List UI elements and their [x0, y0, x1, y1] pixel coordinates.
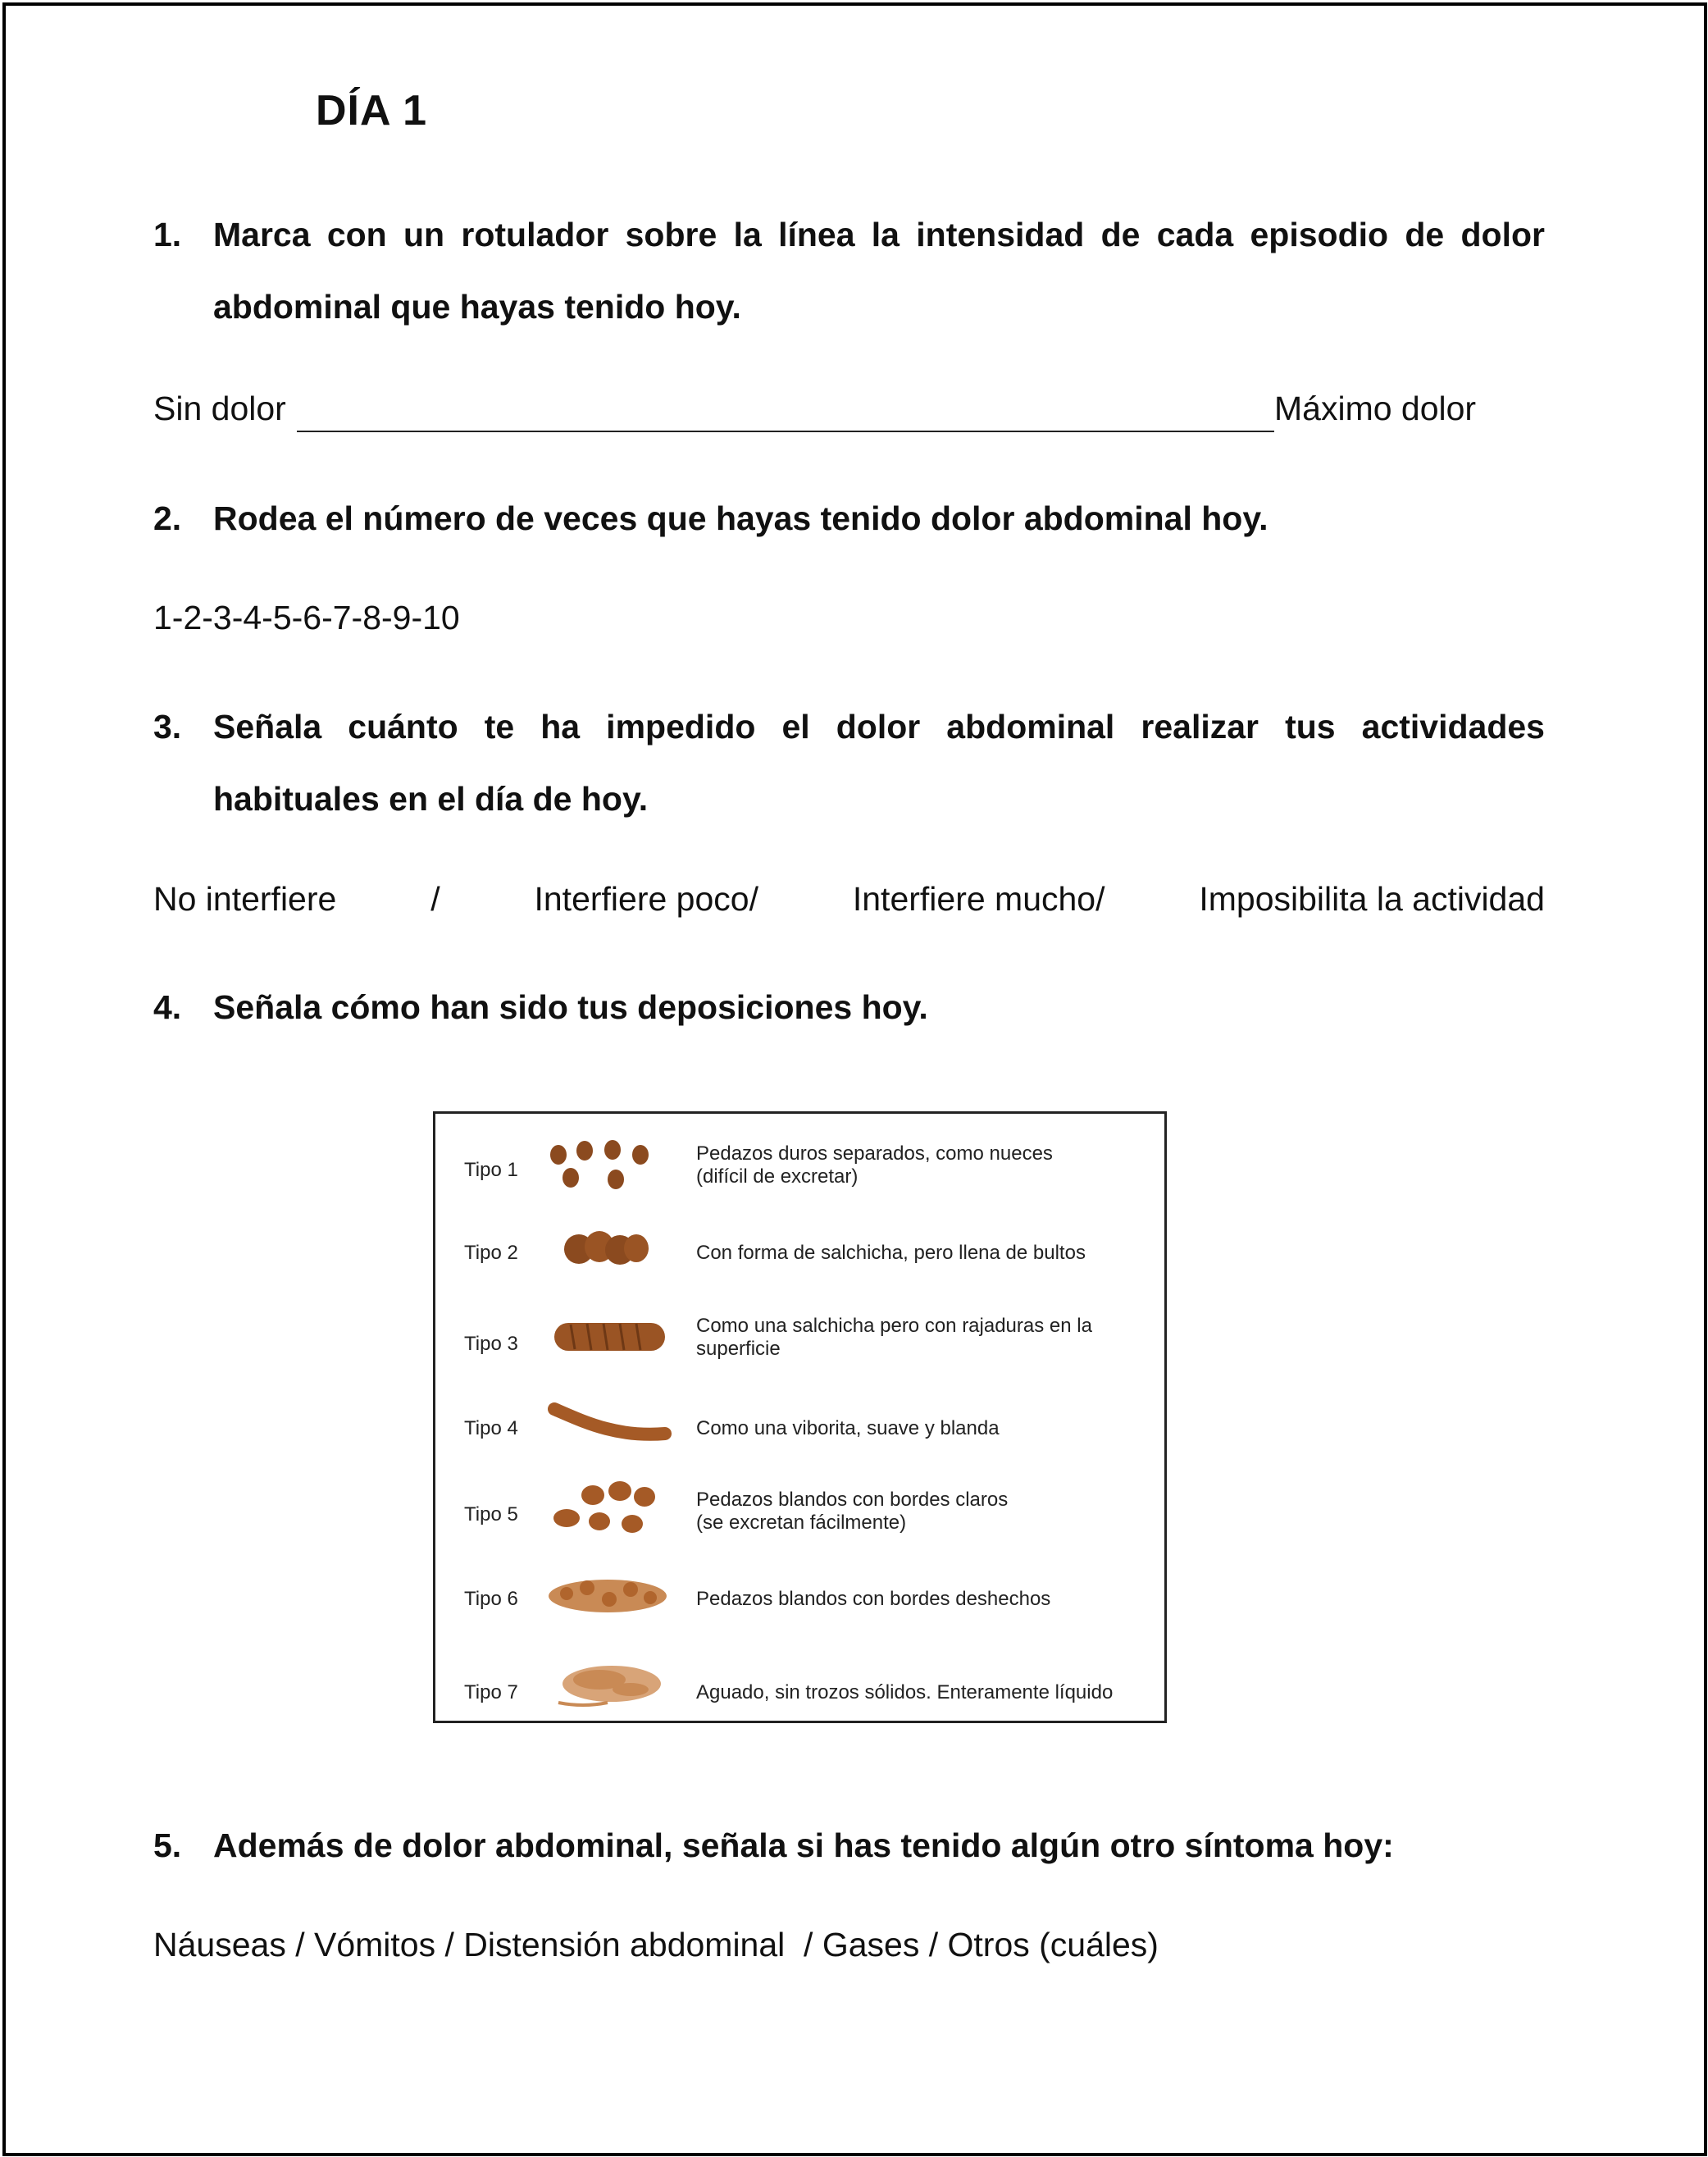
bristol-type-description: Pedazos duros separados, como nueces (difícil de excretar) — [696, 1142, 1053, 1188]
question-text: Señala cuánto te ha impedido el dolor abdominal realizar tus actividades habituales en el día de hoy. — [213, 708, 1545, 818]
question-text: Señala cómo han sido tus deposiciones hoy. — [213, 988, 928, 1026]
bristol-type-description: Pedazos blandos con bordes deshechos — [696, 1588, 1051, 1610]
bristol-row-4[interactable] — [435, 1384, 1164, 1466]
bristol-type-label: Tipo 2 — [464, 1242, 518, 1264]
stool-type-2-icon — [534, 1212, 681, 1286]
bristol-type-label: Tipo 6 — [464, 1588, 518, 1610]
question-2 — [153, 482, 1545, 556]
question-number: 4. — [153, 988, 182, 1026]
bristol-type-description: Aguado, sin trozos sólidos. Enteramente líquido — [696, 1681, 1114, 1703]
stool-type-7-icon — [534, 1639, 681, 1712]
bristol-type-label: Tipo 1 — [464, 1159, 518, 1181]
question-number: 5. — [153, 1826, 182, 1864]
option-interfiere-mucho[interactable]: Interfiere mucho/ — [852, 880, 1105, 918]
bristol-type-description: Con forma de salchicha, pero llena de bultos — [696, 1242, 1086, 1264]
bristol-row-6[interactable] — [435, 1557, 1164, 1639]
question-text: Marca con un rotulador sobre la línea la intensidad de cada episodio de dolor abdominal que hayas tenido hoy. — [213, 216, 1545, 326]
stool-type-5-icon — [534, 1471, 681, 1544]
stool-type-1-icon — [534, 1130, 681, 1204]
bristol-row-2[interactable] — [435, 1212, 1164, 1294]
bristol-row-3[interactable] — [435, 1298, 1164, 1380]
question-3 — [153, 691, 1545, 838]
bristol-row-7[interactable] — [435, 1639, 1164, 1721]
bristol-type-description: Como una salchicha pero con rajaduras en la superficie — [696, 1315, 1092, 1360]
interference-options — [153, 880, 1545, 919]
scale-max-label: Máximo dolor — [1274, 390, 1477, 427]
option-separator: / — [430, 880, 440, 918]
question-text: Rodea el número de veces que hayas tenido dolor abdominal hoy. — [213, 499, 1268, 537]
option-interfiere-poco[interactable]: Interfiere poco/ — [534, 880, 758, 918]
option-imposibilita[interactable]: Imposibilita la actividad — [1199, 880, 1545, 918]
bristol-row-1[interactable] — [435, 1130, 1164, 1212]
question-text: Además de dolor abdominal, señala si has tenido algún otro síntoma hoy: — [213, 1826, 1394, 1864]
question-4 — [153, 971, 1545, 1045]
stool-type-6-icon — [534, 1557, 681, 1630]
page-title: DÍA 1 — [316, 87, 427, 135]
stool-type-3-icon — [534, 1298, 681, 1372]
pain-intensity-line[interactable] — [297, 431, 1274, 432]
question-number: 2. — [153, 499, 182, 537]
question-5 — [153, 1809, 1545, 1883]
bristol-type-label: Tipo 3 — [464, 1333, 518, 1355]
bristol-type-label: Tipo 7 — [464, 1681, 518, 1703]
question-number: 1. — [153, 216, 182, 253]
scale-min-label: Sin dolor — [153, 390, 286, 427]
bristol-type-label: Tipo 4 — [464, 1417, 518, 1439]
symptom-options[interactable]: Náuseas / Vómitos / Distensión abdominal / Gases / Otros (cuáles) — [153, 1926, 1159, 1963]
question-number: 3. — [153, 708, 182, 746]
bristol-stool-chart — [433, 1111, 1167, 1723]
bristol-type-label: Tipo 5 — [464, 1503, 518, 1525]
option-no-interfiere[interactable]: No interfiere — [153, 880, 337, 918]
bristol-type-description: Como una viborita, suave y blanda — [696, 1417, 1000, 1439]
bristol-row-5[interactable] — [435, 1471, 1164, 1553]
stool-type-4-icon — [534, 1384, 681, 1458]
bristol-type-description: Pedazos blandos con bordes claros (se excretan fácilmente) — [696, 1489, 1009, 1534]
question-1 — [153, 198, 1545, 346]
pain-count-options[interactable]: 1-2-3-4-5-6-7-8-9-10 — [153, 599, 460, 636]
